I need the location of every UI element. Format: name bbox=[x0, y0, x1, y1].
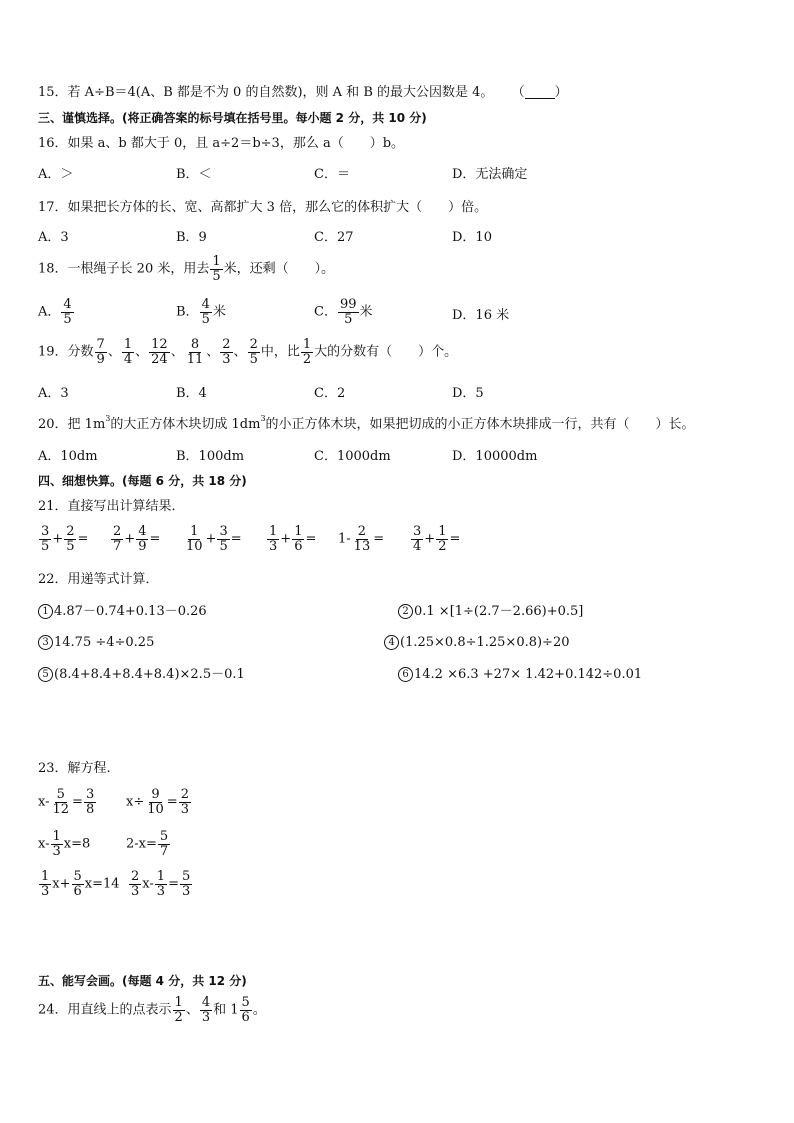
fraction bbox=[155, 870, 167, 898]
q18-option-d[interactable]: D．16 米 bbox=[452, 308, 510, 323]
text-segment: + bbox=[205, 531, 217, 547]
fraction bbox=[51, 830, 63, 858]
text-segment: 1- bbox=[338, 531, 351, 547]
denominator: 9 bbox=[96, 351, 105, 367]
text-segment: = bbox=[72, 794, 83, 810]
fraction bbox=[179, 788, 191, 816]
fraction bbox=[267, 525, 279, 553]
text-segment: x÷ bbox=[126, 794, 145, 810]
text-segment: 的小正方体木块，如果把切成的小正方体木块排成一行，共有（ ）长。 bbox=[265, 417, 695, 432]
text-segment: 。 bbox=[252, 1002, 266, 1018]
numerator: 5 bbox=[56, 787, 65, 802]
denominator: 3 bbox=[222, 351, 231, 367]
text-segment: 14.2 ×6.3 +27× 1.42+0.142÷0.01 bbox=[414, 667, 643, 682]
text-segment: x- bbox=[142, 876, 154, 892]
fraction bbox=[301, 338, 313, 366]
denominator: 10 bbox=[147, 801, 164, 817]
text-segment: = bbox=[77, 531, 89, 547]
q19-option-a[interactable]: A．3 bbox=[38, 386, 69, 401]
fraction bbox=[185, 338, 206, 366]
text-segment: 14.75 ÷4÷0.25 bbox=[54, 635, 155, 650]
denominator: 7 bbox=[159, 843, 169, 859]
numerator: 99 bbox=[339, 297, 357, 312]
fraction bbox=[292, 525, 304, 553]
numerator: 1 bbox=[302, 337, 312, 352]
q17-option-c[interactable]: C．27 bbox=[314, 230, 354, 245]
question-20-stem bbox=[38, 414, 695, 432]
text-segment: x=8 bbox=[63, 836, 91, 852]
numerator: 1 bbox=[438, 524, 447, 539]
fraction bbox=[158, 830, 170, 858]
denominator: 5 bbox=[344, 311, 353, 327]
fraction bbox=[436, 525, 448, 553]
fraction bbox=[84, 788, 96, 816]
section-3-title: 三、谨慎选择。(将正确答案的标号填在括号里。每小题 2 分，共 10 分) bbox=[38, 111, 427, 125]
text-segment: = bbox=[230, 531, 242, 547]
section-4-title: 四、细想快算。(每题 6 分，共 18 分) bbox=[38, 474, 247, 488]
q22-item-5 bbox=[38, 667, 245, 682]
text-segment: 、 bbox=[185, 1002, 199, 1018]
fraction bbox=[95, 338, 107, 366]
q18-option-c[interactable] bbox=[314, 298, 373, 326]
text-segment: 2-x= bbox=[126, 836, 157, 852]
numerator: 1 bbox=[41, 869, 50, 884]
text-segment: + bbox=[124, 531, 136, 547]
numerator: 2 bbox=[357, 524, 367, 539]
denominator: 3 bbox=[131, 883, 140, 899]
numerator: 3 bbox=[413, 524, 422, 539]
question-23-stem: 23．解方程. bbox=[38, 761, 111, 776]
fraction bbox=[240, 996, 252, 1024]
denominator: 13 bbox=[353, 538, 371, 554]
numerator: 1 bbox=[269, 524, 278, 539]
denominator: 4 bbox=[413, 538, 422, 554]
denominator: 3 bbox=[156, 883, 166, 899]
q17-option-a[interactable]: A．3 bbox=[38, 230, 69, 245]
question-16-stem: 16．如果 a、b 都大于 0，且 a÷2＝b÷3，那么 a（ ）b。 bbox=[38, 136, 405, 151]
text-segment: 、 bbox=[107, 344, 121, 360]
denominator: 5 bbox=[201, 311, 210, 327]
q21-item-1 bbox=[38, 525, 88, 553]
circled-number: 3 bbox=[38, 635, 53, 650]
numerator: 1 bbox=[174, 995, 183, 1010]
numerator: 3 bbox=[219, 524, 228, 539]
q22-item-2 bbox=[398, 604, 583, 619]
text-segment: 、 bbox=[135, 344, 149, 360]
text-segment: 、 bbox=[233, 344, 247, 360]
text-segment: (8.4+8.4+8.4+8.4)×2.5－0.1 bbox=[54, 667, 245, 682]
text-segment: + bbox=[52, 531, 64, 547]
circled-number: 5 bbox=[38, 667, 53, 682]
q17-option-d[interactable]: D．10 bbox=[452, 230, 492, 245]
text-segment: = bbox=[149, 531, 161, 547]
numerator: 5 bbox=[241, 995, 250, 1010]
section-5-title: 五、能写会画。(每题 4 分，共 12 分) bbox=[38, 974, 247, 988]
numerator: 1 bbox=[156, 869, 166, 884]
q23-equation-4 bbox=[126, 830, 171, 858]
denominator: 3 bbox=[52, 843, 61, 859]
text-segment: = bbox=[373, 531, 385, 547]
q21-item-6 bbox=[410, 525, 460, 553]
denominator: 2 bbox=[302, 351, 312, 367]
answer-blank[interactable] bbox=[525, 86, 555, 99]
numerator: 2 bbox=[222, 337, 231, 352]
denominator: 24 bbox=[151, 351, 168, 367]
text-segment: 和 1 bbox=[213, 1002, 239, 1018]
fraction bbox=[122, 338, 134, 366]
text-segment: + bbox=[424, 531, 436, 547]
q19-option-d[interactable]: D．5 bbox=[452, 386, 484, 401]
numerator: 1 bbox=[123, 337, 133, 352]
fraction bbox=[39, 870, 51, 898]
fraction bbox=[217, 525, 229, 553]
denominator: 3 bbox=[41, 883, 50, 899]
q20-option-b[interactable]: B．100dm bbox=[176, 449, 245, 464]
denominator: 6 bbox=[294, 538, 303, 554]
numerator: 3 bbox=[85, 787, 95, 802]
denominator: 5 bbox=[66, 538, 75, 554]
question-15 bbox=[38, 86, 568, 99]
denominator: 10 bbox=[186, 538, 203, 554]
denominator: 6 bbox=[241, 1009, 250, 1025]
text-segment: 的大正方体木块切成 1dm bbox=[110, 417, 261, 432]
fraction bbox=[200, 996, 212, 1024]
numerator: 1 bbox=[294, 524, 303, 539]
fraction bbox=[411, 525, 423, 553]
text-segment: 0.1 ×[1÷(2.7－2.66)+0.5] bbox=[414, 604, 584, 619]
fraction bbox=[149, 338, 170, 366]
numerator: 2 bbox=[249, 337, 258, 352]
q23-equation-3 bbox=[38, 830, 90, 858]
q23-equation-5 bbox=[38, 870, 120, 898]
text-segment: C． bbox=[314, 304, 337, 320]
q23-equation-2 bbox=[126, 788, 192, 816]
text-segment: = bbox=[305, 531, 317, 547]
q21-item-3 bbox=[183, 525, 242, 553]
text-segment: = bbox=[168, 876, 179, 892]
text-segment: = bbox=[449, 531, 461, 547]
text-segment: 大的分数有（ ）个。 bbox=[314, 344, 458, 360]
denominator: 7 bbox=[113, 538, 122, 554]
numerator: 4 bbox=[63, 297, 72, 312]
fraction bbox=[352, 525, 373, 553]
text-segment: 18．一根绳子长 20 米，用去 bbox=[38, 261, 210, 277]
question-22-stem: 22．用递等式计算． bbox=[38, 572, 159, 587]
q21-item-4 bbox=[266, 525, 316, 553]
text-segment: 、 bbox=[170, 344, 184, 360]
q22-item-4 bbox=[384, 635, 570, 650]
question-18-stem bbox=[38, 255, 334, 283]
fraction bbox=[64, 525, 76, 553]
numerator: 1 bbox=[52, 829, 61, 844]
fraction bbox=[51, 788, 72, 816]
denominator: 3 bbox=[181, 883, 191, 899]
denominator: 9 bbox=[138, 538, 147, 554]
numerator: 8 bbox=[190, 337, 200, 352]
fraction bbox=[220, 338, 232, 366]
circled-number: 1 bbox=[38, 604, 53, 619]
superscript: 3 bbox=[105, 414, 111, 423]
q17-option-b[interactable]: B．9 bbox=[176, 230, 207, 245]
denominator: 5 bbox=[249, 351, 258, 367]
denominator: 11 bbox=[186, 351, 204, 367]
question-21-stem: 21．直接写出计算结果． bbox=[38, 499, 185, 514]
denominator: 12 bbox=[52, 801, 70, 817]
fraction bbox=[184, 525, 205, 553]
question-19-stem bbox=[38, 338, 457, 366]
text-segment: 24．用直线上的点表示 bbox=[38, 1002, 172, 1018]
numerator: 2 bbox=[131, 869, 140, 884]
q18-option-a[interactable] bbox=[38, 298, 75, 326]
text-segment: ） bbox=[554, 85, 568, 100]
numerator: 4 bbox=[201, 297, 210, 312]
numerator: 7 bbox=[96, 337, 105, 352]
denominator: 5 bbox=[212, 268, 221, 284]
denominator: 5 bbox=[41, 538, 50, 554]
fraction bbox=[61, 298, 73, 326]
fraction bbox=[72, 870, 84, 898]
numerator: 2 bbox=[180, 787, 189, 802]
question-17-stem: 17．如果把长方体的长、宽、高都扩大 3 倍，那么它的体积扩大（ ）倍。 bbox=[38, 200, 488, 215]
q21-item-2 bbox=[110, 525, 160, 553]
q23-equation-1 bbox=[38, 788, 97, 816]
denominator: 5 bbox=[219, 538, 228, 554]
denominator: 8 bbox=[85, 801, 95, 817]
denominator: 6 bbox=[73, 883, 82, 899]
q21-item-5 bbox=[338, 525, 384, 553]
numerator: 4 bbox=[138, 524, 147, 539]
denominator: 5 bbox=[63, 311, 72, 327]
text-segment: = bbox=[166, 794, 178, 810]
text-segment: 20．把 1m bbox=[38, 417, 106, 432]
numerator: 3 bbox=[41, 524, 50, 539]
text-segment: 19．分数 bbox=[38, 344, 94, 360]
fraction bbox=[180, 870, 192, 898]
q22-item-6 bbox=[398, 667, 642, 682]
circled-number: 2 bbox=[398, 604, 413, 619]
denominator: 3 bbox=[201, 1009, 211, 1025]
denominator: 3 bbox=[180, 801, 189, 817]
text-segment: B． bbox=[176, 304, 199, 320]
fraction bbox=[338, 298, 359, 326]
fraction bbox=[248, 338, 260, 366]
text-segment: 4.87－0.74+0.13－0.26 bbox=[54, 604, 207, 619]
q19-option-b[interactable]: B．4 bbox=[176, 386, 207, 401]
q19-option-c[interactable]: C．2 bbox=[314, 386, 346, 401]
denominator: 2 bbox=[438, 538, 447, 554]
text-segment: + bbox=[280, 531, 292, 547]
q20-option-a[interactable]: A．10dm bbox=[38, 449, 98, 464]
numerator: 5 bbox=[181, 869, 191, 884]
text-segment: 米，还剩（ ）。 bbox=[223, 261, 335, 277]
q18-option-b[interactable] bbox=[176, 298, 226, 326]
text-segment: x=14 bbox=[84, 876, 120, 892]
numerator: 2 bbox=[66, 524, 75, 539]
fraction bbox=[136, 525, 148, 553]
fraction bbox=[111, 525, 123, 553]
fraction bbox=[145, 788, 166, 816]
q20-option-c[interactable]: C．1000dm bbox=[314, 449, 391, 464]
q16-option-c[interactable]: C．＝ bbox=[314, 167, 350, 182]
superscript: 3 bbox=[260, 414, 266, 423]
denominator: 3 bbox=[269, 538, 278, 554]
text-segment: x+ bbox=[52, 876, 71, 892]
text-segment: 中，比 bbox=[260, 344, 300, 360]
numerator: 12 bbox=[151, 337, 168, 352]
numerator: 1 bbox=[212, 254, 221, 269]
q22-item-1 bbox=[38, 604, 207, 619]
text-segment: 、 bbox=[206, 344, 220, 360]
text-segment: 米 bbox=[359, 304, 373, 320]
text-segment: (1.25×0.8÷1.25×0.8)÷20 bbox=[400, 635, 570, 650]
q16-option-a[interactable]: A．＞ bbox=[38, 167, 74, 182]
numerator: 9 bbox=[151, 787, 160, 802]
fraction bbox=[200, 298, 212, 326]
text-segment: x- bbox=[38, 794, 50, 810]
denominator: 2 bbox=[174, 1009, 183, 1025]
fraction bbox=[129, 870, 141, 898]
text-segment: A． bbox=[38, 304, 61, 320]
q20-option-d[interactable]: D．10000dm bbox=[452, 449, 538, 464]
q16-option-b[interactable]: B．＜ bbox=[176, 167, 212, 182]
text-segment: 米 bbox=[212, 304, 226, 320]
numerator: 5 bbox=[159, 829, 169, 844]
circled-number: 4 bbox=[384, 635, 399, 650]
q23-equation-6 bbox=[128, 870, 193, 898]
question-24-stem bbox=[38, 996, 266, 1024]
numerator: 1 bbox=[190, 524, 199, 539]
fraction bbox=[173, 996, 185, 1024]
text-segment: （ bbox=[511, 85, 525, 100]
numerator: 4 bbox=[201, 995, 211, 1010]
denominator: 4 bbox=[123, 351, 133, 367]
fraction bbox=[39, 525, 51, 553]
circled-number: 6 bbox=[398, 667, 413, 682]
q22-item-3 bbox=[38, 635, 154, 650]
question-15-text: 15．若 A÷B＝4(A、B 都是不为 0 的自然数)，则 A 和 B 的最大公因数是 4。 bbox=[38, 85, 494, 100]
numerator: 2 bbox=[113, 524, 122, 539]
numerator: 5 bbox=[73, 869, 82, 884]
fraction bbox=[210, 255, 222, 283]
q16-option-d[interactable]: D．无法确定 bbox=[452, 167, 528, 182]
text-segment: x- bbox=[38, 836, 50, 852]
